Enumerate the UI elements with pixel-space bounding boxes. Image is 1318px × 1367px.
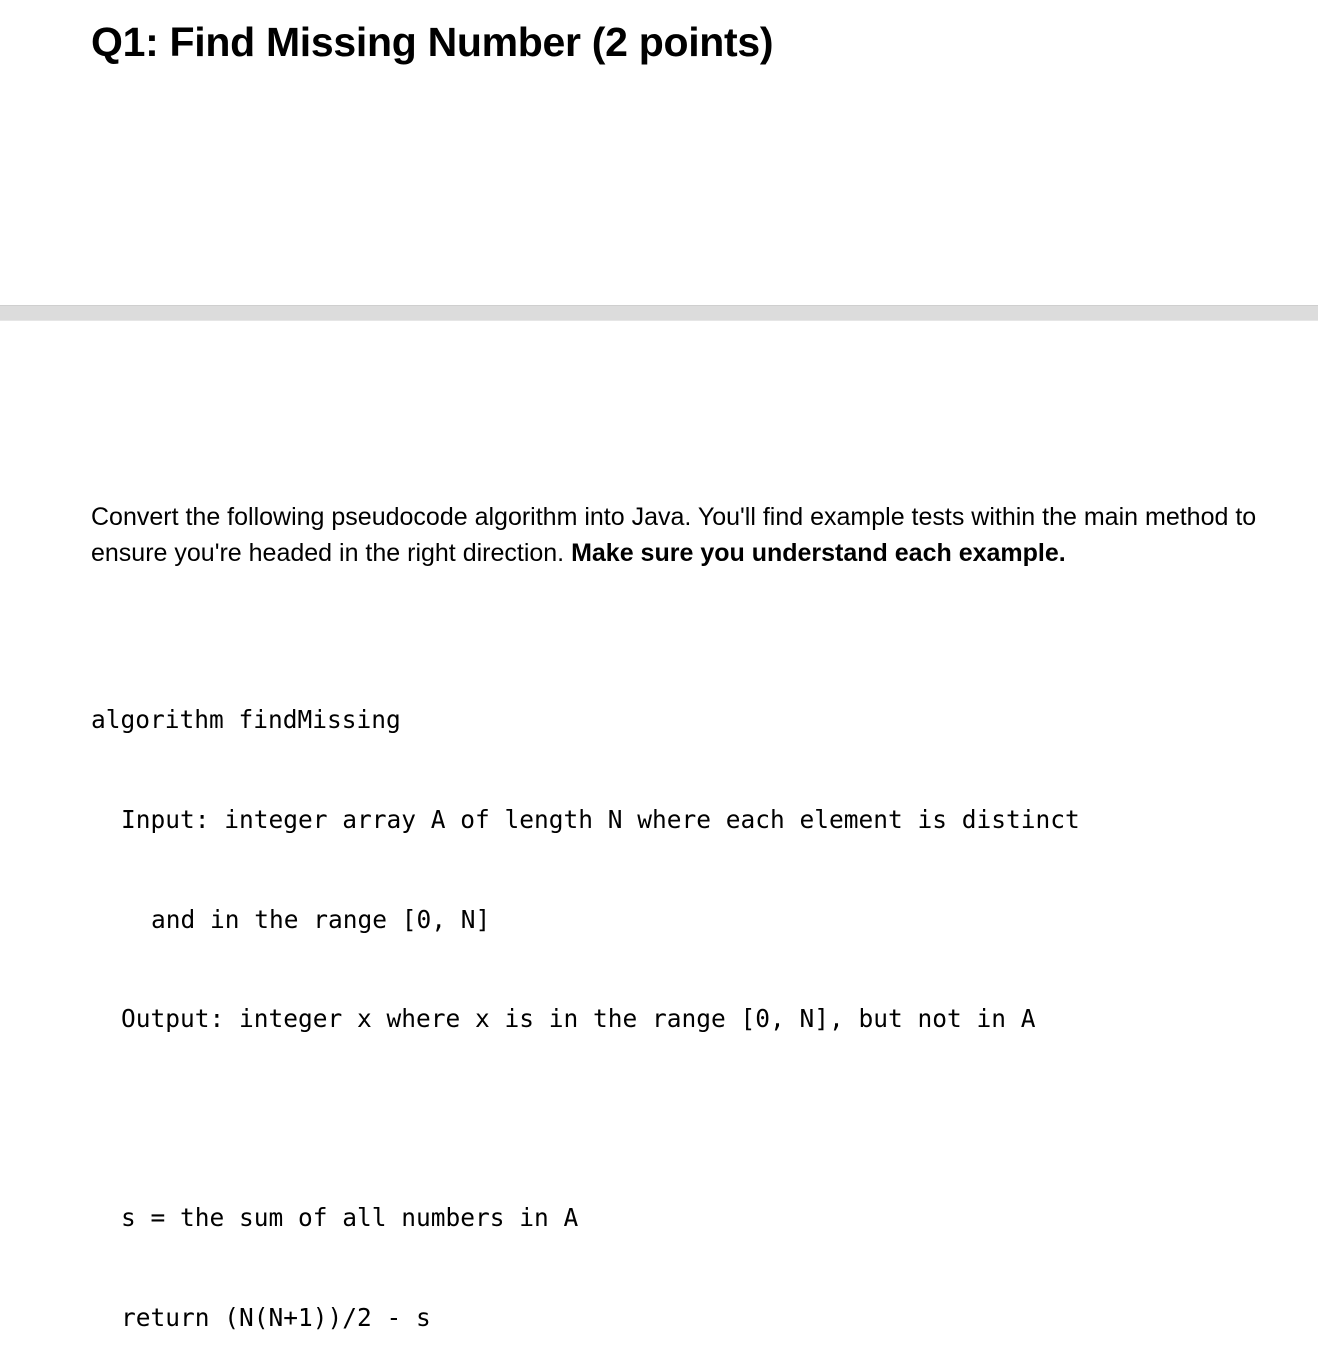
- section-divider: [0, 305, 1318, 321]
- code-line-input-continued: and in the range [0, N]: [151, 904, 491, 934]
- code-line-input: Input: integer array A of length N where each element is distinct: [121, 805, 1080, 834]
- code-line-algorithm: algorithm findMissing: [91, 705, 401, 735]
- code-line-sum: s = the sum of all numbers in A: [121, 1203, 579, 1233]
- instructions-paragraph: [91, 500, 1271, 571]
- page-title: Q1: Find Missing Number (2 points): [91, 19, 774, 65]
- pseudocode-block: [91, 637, 1080, 1367]
- code-line-blank: [91, 1102, 1080, 1135]
- instructions-emphasis: Make sure you understand each example.: [571, 538, 1066, 567]
- instructions-text: Convert the following pseudocode algorithm into Java. You'll find example tests within the main method to ensure you're headed in the right direction.: [91, 503, 1257, 567]
- code-line-output: Output: integer x where x is in the range [0, N], but not in A: [121, 1004, 1036, 1034]
- code-line-return: return (N(N+1))/2 - s: [121, 1302, 431, 1332]
